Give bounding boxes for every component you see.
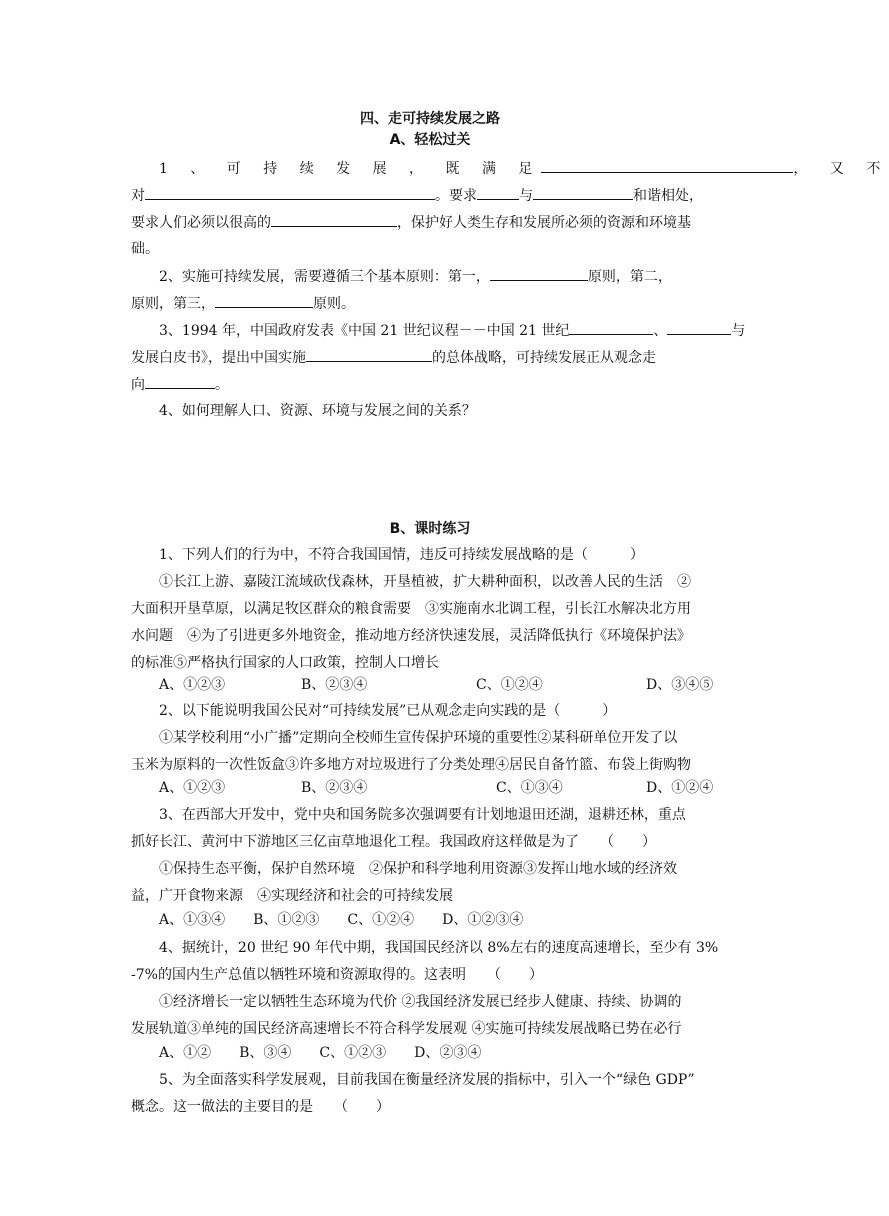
a-q1-text-2: ， 又 不 — [793, 161, 889, 177]
option-b: B、②③④ — [301, 780, 368, 796]
option-c: C、①③④ — [496, 780, 563, 796]
a-q3-text-4: 发展白皮书》，提出中国实施 — [131, 350, 306, 366]
answer-blank — [533, 185, 633, 200]
a-q2-text-2: 原则，第二， — [587, 269, 672, 285]
b-question-4-stem-1: 4、据统计，20 世纪 90 年代中期，我国国民经济以 8%左右的速度高速增长，至少有 3% — [159, 940, 719, 956]
page-title: 四、走可持续发展之路 — [360, 111, 500, 127]
answer-blank — [145, 185, 435, 200]
a-question-1-line-3 — [131, 212, 731, 233]
b-question-4-line-1: ①经济增长一定以牺牲生态环境为代价 ②我国经济发展已经步人健康、持续、协调的 — [159, 994, 682, 1010]
a-q3-text-3: 与 — [731, 323, 746, 339]
b-question-5-stem-2: 概念。这一做法的主要目的是 （ ） — [131, 1099, 390, 1115]
b-question-5-stem-1: 5、为全面落实科学发展观，目前我国在衡量经济发展的指标中，引入一个“绿色 GDP” — [159, 1072, 695, 1088]
a-q3-text-2: 、 — [653, 323, 668, 339]
b-question-1-line-4: 的标准⑤严格执行国家的人口政策，控制人口增长 — [131, 655, 439, 671]
b-question-2-stem: 2、以下能说明我国公民对“可持续发展”已从观念走向实践的是（ ） — [159, 703, 617, 719]
a-question-2-line-2 — [131, 293, 731, 314]
answer-blank — [667, 320, 731, 335]
a-question-1-line-1 — [131, 158, 889, 179]
answer-blank — [215, 293, 313, 308]
option-d: D、①②④ — [646, 780, 714, 796]
a-question-2-line-1 — [131, 266, 731, 287]
option-b: B、②③④ — [301, 677, 368, 693]
b-question-3-stem-1: 3、在西部大开发中，党中央和国务院多次强调要有计划地退田还湖，退耕还林，重点 — [159, 807, 686, 823]
a-question-1-line-2 — [131, 185, 731, 206]
option-a: A、①②③ — [159, 780, 226, 796]
b-question-3-options: A、①③④ B、①②③ C、①②④ D、①②③④ — [159, 912, 524, 928]
a-q3-text-1: 3、1994 年，中国政府发表《中国 21 世纪议程－－中国 21 世纪 — [159, 323, 570, 339]
a-question-4: 4、如何理解人口、资源、环境与发展之间的关系？ — [159, 403, 476, 419]
answer-blank — [490, 266, 588, 281]
a-q2-text-1: 2、实施可持续发展，需要遵循三个基本原则：第一， — [159, 269, 490, 285]
answer-blank — [306, 347, 432, 362]
section-a-heading: A、轻松过关 — [389, 132, 471, 148]
a-q3-text-7: 。 — [215, 377, 229, 393]
answer-blank — [569, 320, 653, 335]
answer-blank — [145, 374, 215, 389]
b-question-3-stem-2: 抓好长江、黄河中下游地区三亿亩草地退化工程。我国政府这样做是为了 （ ） — [131, 834, 656, 850]
b-question-2-line-2: 玉米为原料的一次性饭盒③许多地方对垃圾进行了分类处理④居民自备竹篮、布袋上街购物 — [131, 757, 691, 773]
option-d: D、③④⑤ — [646, 677, 714, 693]
a-question-3-line-3 — [131, 374, 731, 395]
option-c: C、①②④ — [476, 677, 543, 693]
b-question-3-line-1: ①保持生态平衡，保护自然环境 ②保护和科学地利用资源③发挥山地水域的经济效 — [159, 861, 677, 877]
option-a: A、①②③ — [159, 677, 226, 693]
a-q1-text-6: 和谐相处， — [633, 188, 703, 204]
b-question-3-line-2: 益，广开食物来源 ④实现经济和社会的可持续发展 — [131, 888, 453, 904]
a-q1-text-3: 对 — [131, 188, 145, 204]
a-q2-text-4: 原则。 — [313, 296, 355, 312]
a-question-3-line-1 — [131, 320, 746, 341]
b-question-2-line-1: ①某学校利用“小广播”定期向全校师生宣传保护环境的重要性②某科研单位开发了以 — [159, 730, 678, 746]
b-question-1-line-2: 大面积开垦草原，以满足牧区群众的粮食需要 ③实施南水北调工程，引长江水解决北方用 — [131, 601, 691, 617]
b-question-4-line-2: 发展轨道③单纯的国民经济高速增长不符合科学发展观 ④实施可持续发展战略已势在必行 — [131, 1021, 682, 1037]
answer-blank — [541, 158, 793, 173]
b-question-4-options: A、①② B、③④ C、①②③ D、②③④ — [159, 1045, 482, 1061]
a-question-1-line-4: 础。 — [131, 241, 159, 257]
a-q3-text-6: 向 — [131, 377, 145, 393]
a-q1-text-8: ，保护好人类生存和发展所必须的资源和环境基 — [397, 215, 691, 231]
b-question-1-line-1: ①长江上游、嘉陵江流域砍伐森林，开垦植被，扩大耕种面积，以改善人民的生活 ② — [159, 574, 691, 590]
b-question-1-stem: 1、下列人们的行为中，不符合我国国情，违反可持续发展战略的是（ ） — [159, 547, 644, 563]
a-q1-text-7: 要求人们必须以很高的 — [131, 215, 271, 231]
answer-blank — [477, 185, 519, 200]
section-b-heading: B、课时练习 — [389, 521, 471, 537]
a-q1-text-1: 1 、 可 持 续 发 展 ， 既 满 足 — [159, 161, 542, 177]
b-question-4-stem-2: -7%的国内生产总值以牺牲环境和资源取得的。这表明 （ ） — [131, 967, 543, 983]
answer-blank — [271, 212, 397, 227]
a-q3-text-5: 的总体战略，可持续发展正从观念走 — [432, 350, 656, 366]
b-question-1-line-3: 水问题 ④为了引进更多外地资金，推动地方经济快速发展，灵活降低执行《环境保护法》 — [131, 628, 691, 644]
a-q1-text-4: 。要求 — [435, 188, 477, 204]
a-q2-text-3: 原则，第三， — [131, 296, 215, 312]
a-question-3-line-2 — [131, 347, 731, 368]
a-q1-text-5: 与 — [519, 188, 533, 204]
